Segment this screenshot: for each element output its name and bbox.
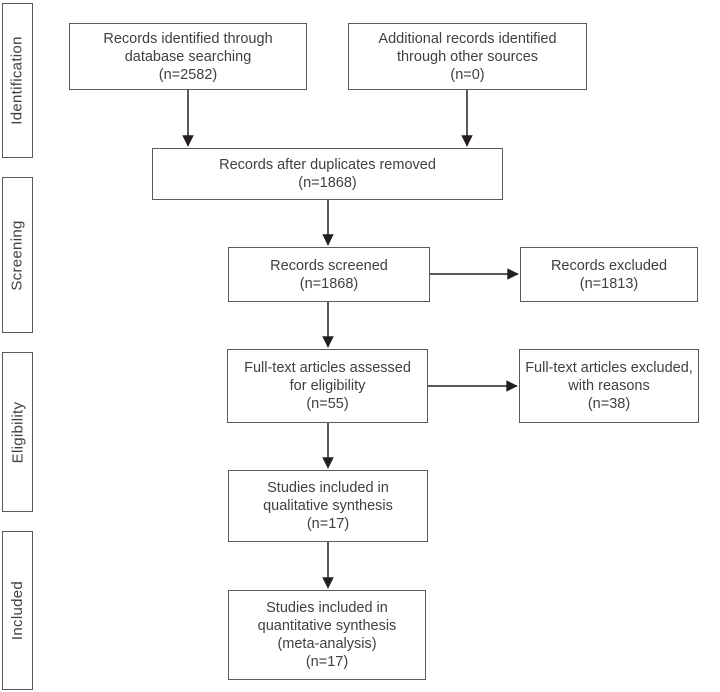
box-count: (n=0) — [450, 66, 485, 83]
box-line: for eligibility — [289, 378, 366, 394]
box-count: (n=17) — [306, 516, 350, 532]
stage-label-text: Identification — [9, 36, 27, 125]
stage-label-text: Screening — [9, 219, 26, 291]
stage-label-eligibility — [2, 352, 33, 512]
box-fulltext-excluded — [519, 349, 699, 423]
box-count: (n=2582) — [158, 66, 218, 83]
box-line: Full-text articles assessed — [244, 360, 411, 376]
box-records-screened — [228, 247, 430, 302]
box-count: (n=1868) — [298, 175, 357, 191]
box-count: (n=1813) — [579, 275, 639, 292]
box-count: (n=38) — [587, 396, 631, 412]
box-qualitative-synthesis — [228, 470, 428, 542]
box-line: Records after duplicates removed — [219, 157, 436, 173]
stage-label-identification — [2, 3, 33, 158]
box-count: (n=55) — [306, 396, 349, 412]
box-line: Records excluded — [550, 257, 668, 274]
box-count: (n=1868) — [299, 275, 359, 292]
box-line: Additional records identified — [378, 30, 557, 47]
box-records-identified — [69, 23, 307, 90]
box-line: Records identified through — [103, 30, 273, 47]
box-line: Records screened — [270, 257, 388, 274]
box-line: (meta-analysis) — [277, 636, 377, 652]
box-count: (n=17) — [305, 654, 349, 670]
stage-label-text: Eligibility — [9, 401, 26, 463]
box-line: database searching — [124, 48, 252, 65]
box-fulltext-assessed — [227, 349, 428, 423]
stage-label-text: Included — [9, 580, 26, 641]
box-line: with reasons — [568, 378, 650, 394]
stage-label-included — [2, 531, 33, 690]
box-line: quantitative synthesis — [257, 618, 397, 634]
box-line: qualitative synthesis — [263, 498, 393, 514]
stage-label-screening — [2, 177, 33, 333]
box-line: through other sources — [396, 48, 539, 65]
box-records-excluded — [520, 247, 698, 302]
box-line: Studies included in — [267, 480, 389, 496]
box-quantitative-synthesis — [228, 590, 426, 680]
box-duplicates-removed — [152, 148, 503, 200]
box-line: Full-text articles excluded, — [525, 360, 693, 376]
box-line: Studies included in — [266, 600, 388, 616]
box-additional-records — [348, 23, 587, 90]
